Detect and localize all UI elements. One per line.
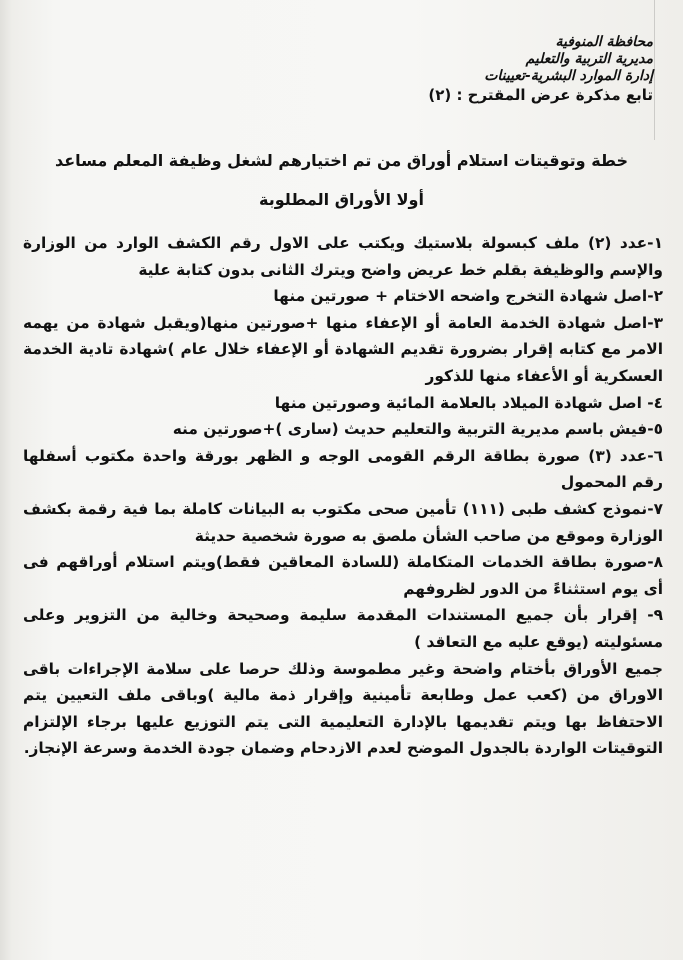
section-heading: أولا الأوراق المطلوبة — [259, 190, 424, 209]
list-item-4: ٤- اصل شهادة الميلاد بالعلامة المائية وصورتين منها — [274, 393, 663, 412]
document-header — [428, 34, 653, 104]
list-item-6: ٦-عدد (٣) صورة بطاقة الرقم القومى الوجه و الظهر بورقة واحدة مكتوب أسفلها رقم المحمول — [23, 446, 663, 492]
closing-paragraph: جميع الأوراق بأختام واضحة وغير مطموسة وذلك حرصا على سلامة الإجراءات باقى الاوراق من (كعب عمل وطابعة تأمينية وإقرار ذمة مالية )وباقى ملف التعيين يتم الاحتفاظ بها ويتم تقديمها بالإدارة التعليمية التى يتم التوزيع عليها برجاء الإلتزام التوقيتات الواردة بالجدول الموضح لعدم الازدحام وضمان جودة الخدمة وسرعة الإنجاز. — [23, 659, 663, 758]
document-title: خطة وتوقيتات استلام أوراق من تم اختيارهم لشغل وظيفة المعلم مساعد — [54, 151, 629, 170]
list-item-7: ٧-نموذج كشف طبى (١١١) تأمين صحى مكتوب به البيانات كاملة بما فية رقمة بكشف الوزارة وموقع من صاحب الشأن ملصق به صورة شخصية حديثة — [23, 499, 663, 545]
list-item-5: ٥-فيش باسم مديرية التربية والتعليم حديث (سارى )+صورتين منه — [172, 420, 663, 439]
list-item-3: ٣-اصل شهادة الخدمة العامة أو الإعفاء منها +صورتين منها(ويقبل شهادة من يهمه الامر مع كتابه إقرار بضرورة تقديم الشهادة أو الإعفاء خلال عام )شهادة تادية الخدمة العسكرية أو الأعفاء منها للذكور — [23, 313, 663, 385]
list-item-2: ٢-اصل شهادة التخرج واضحه الاختام + صورتين منها — [273, 287, 663, 306]
header-department: إدارة الموارد البشرية-تعيينات — [484, 68, 653, 84]
list-item-8: ٨-صورة بطاقة الخدمات المتكاملة (للسادة المعاقين فقط)ويتم استلام أوراقهم فى أى يوم استثناءً من الدور لظروفهم — [23, 553, 663, 598]
list-item-1: ١-عدد (٢) ملف كبسولة بلاستيك ويكتب على الاول رقم الكشف الوارد من الوزارة والإسم والوظيفة بقلم خط عريض واضح ويترك الثانى بدون كتابة علية — [23, 234, 663, 279]
page-edge-shadow — [0, 0, 12, 960]
list-item-9: ٩- إقرار بأن جميع المستندات المقدمة سليمة وصحيحة وخالية من التزوير وعلى مسئوليته (يوقع عليه مع التعاقد ) — [23, 606, 663, 651]
header-directorate: مديرية التربية والتعليم — [525, 51, 653, 67]
document-body — [23, 230, 663, 762]
header-memo-subtitle: تابع مذكرة عرض المقترح : (٢) — [428, 86, 653, 104]
header-governorate: محافظة المنوفية — [555, 34, 653, 50]
margin-fold-mark — [654, 0, 681, 140]
